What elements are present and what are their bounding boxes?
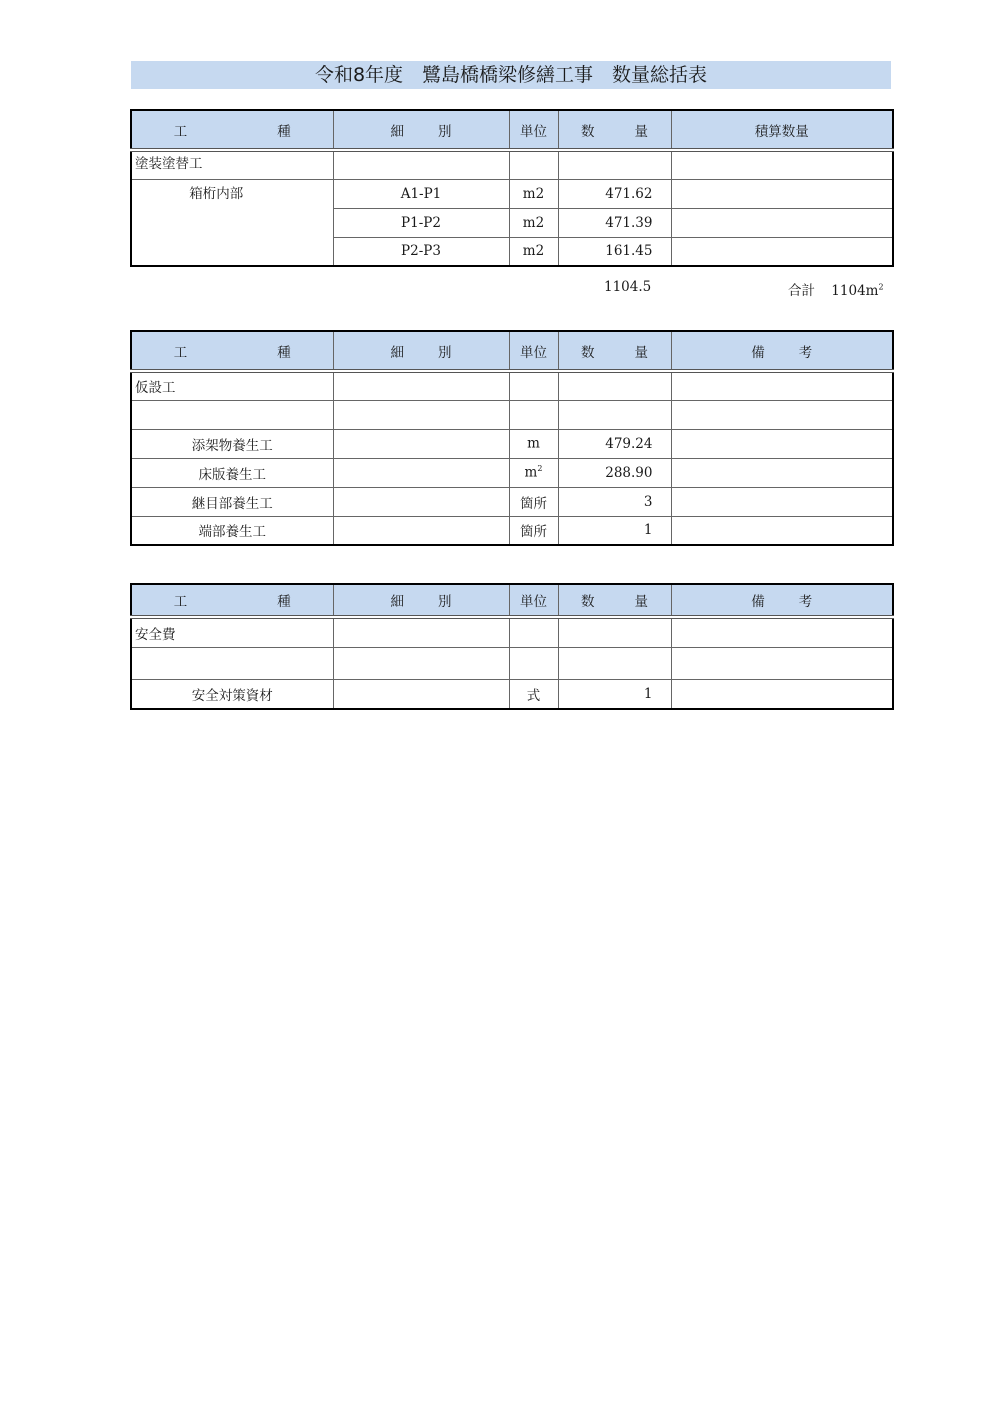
table-header-row [131,584,893,617]
table-header-row [131,110,893,150]
unit-cell: m2 [509,237,558,266]
quantity-table-safety [130,583,894,710]
quantity-table-temporary [130,330,894,546]
item-name: 端部養生工 [131,516,333,545]
header-qty: 数 量 [558,331,671,371]
qty-cell: 288.90 [558,458,671,487]
qty-cell: 471.39 [558,208,671,237]
table-row [131,400,893,429]
detail-cell: P2-P3 [333,237,509,266]
header-calc-qty: 積算数量 [671,110,893,150]
quantity-table-painting [130,109,894,267]
sum-value: 1104.5 [604,279,652,295]
category-label: 安全費 [131,617,333,647]
table-row [131,617,893,647]
detail-cell: P1-P2 [333,208,509,237]
item-name: 添架物養生工 [131,429,333,458]
table-row [131,679,893,709]
unit-cell: m2 [509,179,558,208]
qty-cell: 1 [558,679,671,709]
total-text: 合計 $1104m^2$ [788,282,884,299]
header-qty: 数 量 [558,584,671,617]
qty-cell: 479.24 [558,429,671,458]
unit-cell: m2 [509,208,558,237]
unit-cell: m [509,429,558,458]
detail-cell: A1-P1 [333,179,509,208]
table-row [131,371,893,400]
item-name: 床版養生工 [131,458,333,487]
table-row [131,429,893,458]
qty-cell: 1 [558,516,671,545]
table-row [131,179,893,208]
unit-cell: 箇所 [509,487,558,516]
item-name: 継目部養生工 [131,487,333,516]
header-unit: 単位 [509,584,558,617]
item-name: 安全対策資材 [131,679,333,709]
unit-cell: 箇所 [509,516,558,545]
table-row [131,150,893,179]
table-row [131,516,893,545]
page-title: 令和8年度 鷺島橋橋梁修繕工事 数量総括表 [131,61,891,89]
category-label: 仮設工 [131,371,333,400]
table-row [131,487,893,516]
header-detail: 細 別 [333,110,509,150]
header-unit: 単位 [509,110,558,150]
sub-category-label: 箱桁内部 [131,179,333,266]
header-detail: 細 別 [333,584,509,617]
table-header-row [131,331,893,371]
header-remarks: 備 考 [671,584,893,617]
table-row [131,647,893,679]
header-unit: 単位 [509,331,558,371]
unit-cell: 式 [509,679,558,709]
header-qty: 数 量 [558,110,671,150]
header-remarks: 備 考 [671,331,893,371]
unit-cell: $m^2$ [509,458,558,487]
header-kind: 工 種 [131,331,333,371]
qty-cell: 161.45 [558,237,671,266]
header-kind: 工 種 [131,584,333,617]
qty-cell: 3 [558,487,671,516]
table-row [131,458,893,487]
qty-cell: 471.62 [558,179,671,208]
header-kind: 工 種 [131,110,333,150]
header-detail: 細 別 [333,331,509,371]
category-label: 塗装塗替工 [131,150,333,179]
